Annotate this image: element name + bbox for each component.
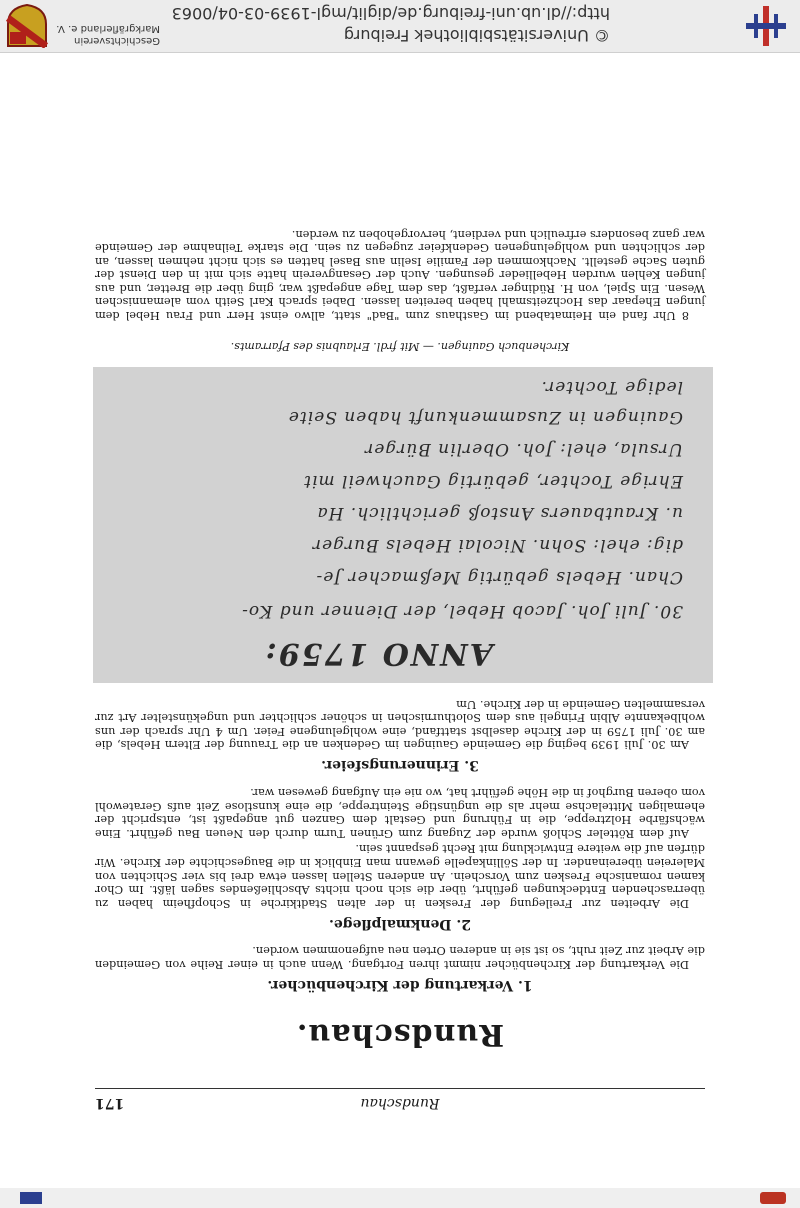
page-number: 171	[95, 1095, 125, 1111]
library-name: Universitätsbibliothek Freiburg	[343, 26, 589, 45]
society-credit	[50, 22, 160, 46]
manuscript-line: u. Krautbauers Anstoß gerichtlich. Ha	[316, 503, 683, 524]
running-head	[95, 1088, 705, 1113]
section-heading-3: 3. Erinnerungsfeier.	[321, 757, 479, 774]
closing-paragraph: 8 Uhr fand ein Heimatabend im Gasthaus zum "Bad" statt, allwo einst Herr und Frau Hebel dem jungen Ehepaar das Hochzeitsmahl haben bereiten lassen. Dabei sprach Karl Seith vom alemannischen Wesen. Ein Spiel, von H. Rüdinger verfaßt, das dem Tage angepaßt war, ging über die Bretter, und aus jungen Kehlen wurden Hebellieder gesungen. Auch der Gesangverein hatte sich mit in den Dienst der guten Sache gestellt. Nachkommen der Familie Iselin aus Basel hatten es sich nicht nehmen lassen, an der schlichten und wohlgelungenen Gedenkfeier zugegen zu sein. Die starke Teilnahme der Gemeinde war ganz besonders erfreulich und verdient, hervorgehoben zu werden.	[95, 227, 705, 323]
manuscript-line: Ursula, ehel: Joh. Oberlin Bürger	[364, 439, 683, 460]
section-3-paragraph: Am 30. Juli 1939 beging die Gemeinde Gauingen im Gedenken an die Trauung der Eltern Hebels, die am 30. Juli 1759 in der Kirche daselbst stattfand, eine wohlgelungene Feier. Um 4 Uhr sprach der uns wohlbekannte Albin Fringeli aus dem Solothurnischen in schöner schlichter und ungekünstelter Art zur versammelten Gemeinde in der Kirche. Um	[95, 697, 705, 752]
logo-mark-right	[20, 1192, 42, 1204]
copyright-symbol: ©	[594, 26, 610, 45]
manuscript-line: 30. Juli Joh. Jacob Hebel, der Dienner und Ko-	[241, 601, 683, 622]
manuscript-line: Gauingen in Zusammenkunft haben Seite	[287, 407, 683, 428]
manuscript-line: Chan. Hebels gebürtig Meßmacher Je-	[315, 567, 683, 588]
manuscript-line: ledige Tochter.	[540, 377, 683, 398]
manuscript-line: Ehrige Tochter, gebürtig Gauchweil mit	[303, 471, 683, 492]
section-2-paragraph-1: Die Arbeiten zur Freilegung der Fresken in der alten Stadtkirche in Schopfheim haben zu überraschenden Entdeckungen geführt, über die sich noch nichts Abschließendes sagen läßt. Im Chor kamen romanische Fresken zum Vorschein. An anderen Stellen lassen etwa drei bis vier Schichten von Malereien übereinander. In der Söllinkapelle gewann man Einblick in die Baugeschichte der Kirche. Wir dürfen auf die weitere Entwicklung mit Recht gespannt sein.	[95, 842, 705, 910]
society-name-line-1: Geschichtsverein	[74, 35, 160, 46]
document-page	[95, 225, 705, 1113]
logo-mark-left	[760, 1192, 786, 1204]
manuscript-line: dig: ehel: Sohn. Nicolai Hebels Burger	[311, 535, 683, 556]
section-1-paragraph: Die Verkartung der Kirchenbücher nimmt ihren Fortgang. Wenn auch in einer Reihe von Gemeinden die Arbeit zur Zeit ruht, so ist sie in anderen Orten neu aufgenommen worden.	[95, 944, 705, 971]
university-library-logo-icon	[746, 6, 786, 46]
permalink-url[interactable]: http://dl.ub.uni-freiburg.de/diglit/mgl-1939-03-04/0063	[171, 4, 610, 23]
manuscript-image	[93, 367, 713, 683]
library-footer-bar	[0, 0, 800, 53]
section-heading-2: 2. Denkmalpflege.	[328, 915, 472, 932]
figure-caption: Kirchenbuch Gauingen. — Mit frdl. Erlaubnis des Pfarramts.	[230, 340, 570, 354]
top-strip	[0, 1188, 800, 1208]
society-name-line-2: Markgräflerland e. V.	[56, 23, 160, 34]
library-credit	[172, 2, 610, 46]
coat-of-arms-icon	[6, 4, 48, 48]
running-head-title: Rundschau	[360, 1095, 440, 1111]
section-heading-1: 1. Verkartung der Kirchenbücher.	[267, 977, 533, 993]
section-2-paragraph-2: Auf dem Rötteler Schloß wurde der Zugang zum Grünen Turm durch den Neuen Bau geführt. Eine wächsfärbe Holztreppe, die in Führung und Gestalt dem Ganzen gut angepaßt ist, entspricht der ehemaligen Mittelachse mehr als die ungünstige Steintreppe, die eine kunstlose Zeit aufs Geratewohl vom oberen Burghof in die Höhe geführt hat, wo nie ein Aufgang gewesen war.	[95, 786, 705, 840]
manuscript-heading: ANNO 1759:	[263, 636, 493, 672]
page-title: Rundschau.	[295, 1017, 505, 1052]
